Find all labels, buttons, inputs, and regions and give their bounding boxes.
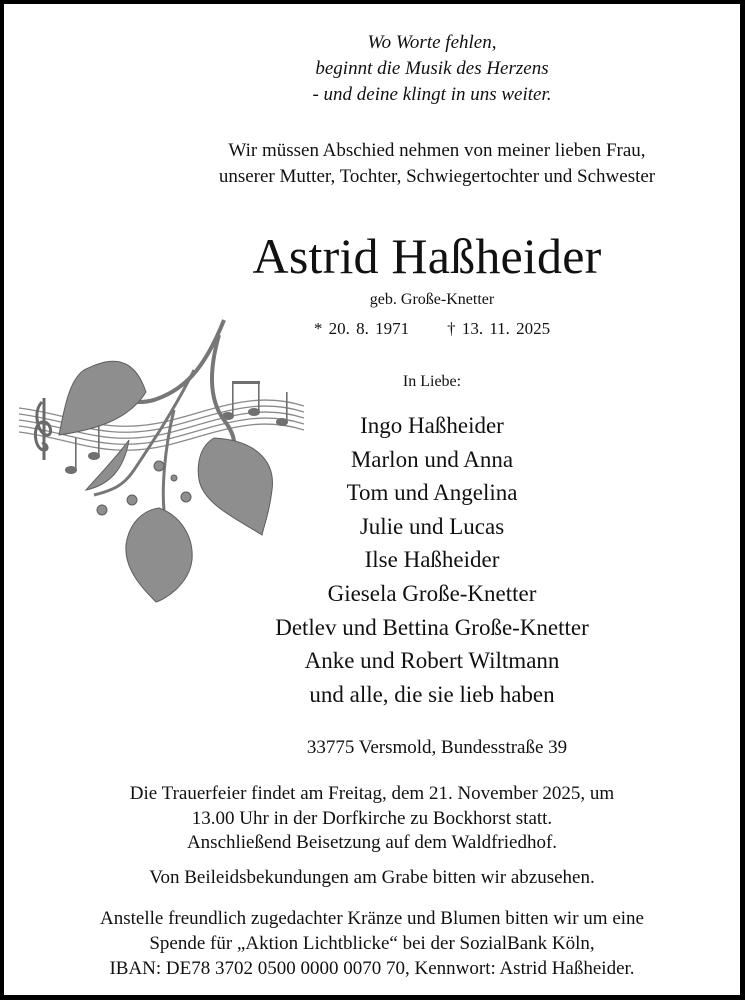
family-address: 33775 Versmold, Bundesstraße 39	[306, 737, 568, 758]
donation-info	[4, 906, 740, 981]
mourner-name: Julie und Lucas	[359, 513, 505, 539]
motto-quote	[124, 30, 740, 108]
ceremony-line: 13.00 Uhr in der Dorfkirche zu Bockhorst statt.	[191, 807, 553, 829]
mourner-name: Detlev und Bettina Große-Knetter	[275, 614, 589, 640]
motto-line: - und deine klingt in uns weiter.	[312, 84, 552, 105]
maiden-name: geb. Große-Knetter	[369, 291, 495, 308]
donation-line: Anstelle freundlich zugedachter Kränze und Blumen bitten wir um eine	[100, 908, 644, 929]
obituary-page	[4, 4, 740, 995]
condolence-note: Von Beileidsbekundungen am Grabe bitten wir abzusehen.	[149, 867, 595, 888]
death-date: † 13. 11. 2025	[447, 319, 551, 338]
mourner-name: Marlon und Anna	[350, 446, 514, 472]
mourners-list	[124, 409, 740, 711]
mourner-name: Tom und Angelina	[346, 480, 518, 506]
donation-line: Spende für „Aktion Lichtblicke“ bei der SozialBank Köln,	[149, 933, 595, 954]
mourner-name: Ilse Haßheider	[364, 547, 500, 573]
mourners-heading: In Liebe:	[402, 373, 462, 390]
mourner-name: und alle, die sie lieb haben	[309, 681, 555, 707]
ceremony-line: Anschließend Beisetzung auf dem Waldfriedhof.	[186, 832, 558, 853]
birth-date: * 20. 8. 1971	[313, 319, 410, 338]
motto-line: beginnt die Musik des Herzens	[315, 58, 549, 79]
ceremony-info	[4, 782, 740, 856]
intro-line: unserer Mutter, Tochter, Schwiegertochter und Schwester	[218, 166, 656, 187]
mourner-name: Anke und Robert Wiltmann	[304, 648, 560, 674]
mourner-name: Giesela Große-Knetter	[327, 580, 537, 606]
deceased-name: Astrid Haßheider	[252, 228, 602, 284]
intro-line: Wir müssen Abschied nehmen von meiner lieben Frau,	[228, 140, 646, 161]
ceremony-line: Die Trauerfeier findet am Freitag, dem 21. November 2025, um	[129, 783, 615, 804]
donation-line: IBAN: DE78 3702 0500 0000 0070 70, Kennwort: Astrid Haßheider.	[109, 958, 635, 979]
motto-line: Wo Worte fehlen,	[367, 32, 497, 53]
mourner-name: Ingo Haßheider	[360, 413, 504, 438]
farewell-intro	[134, 138, 740, 190]
